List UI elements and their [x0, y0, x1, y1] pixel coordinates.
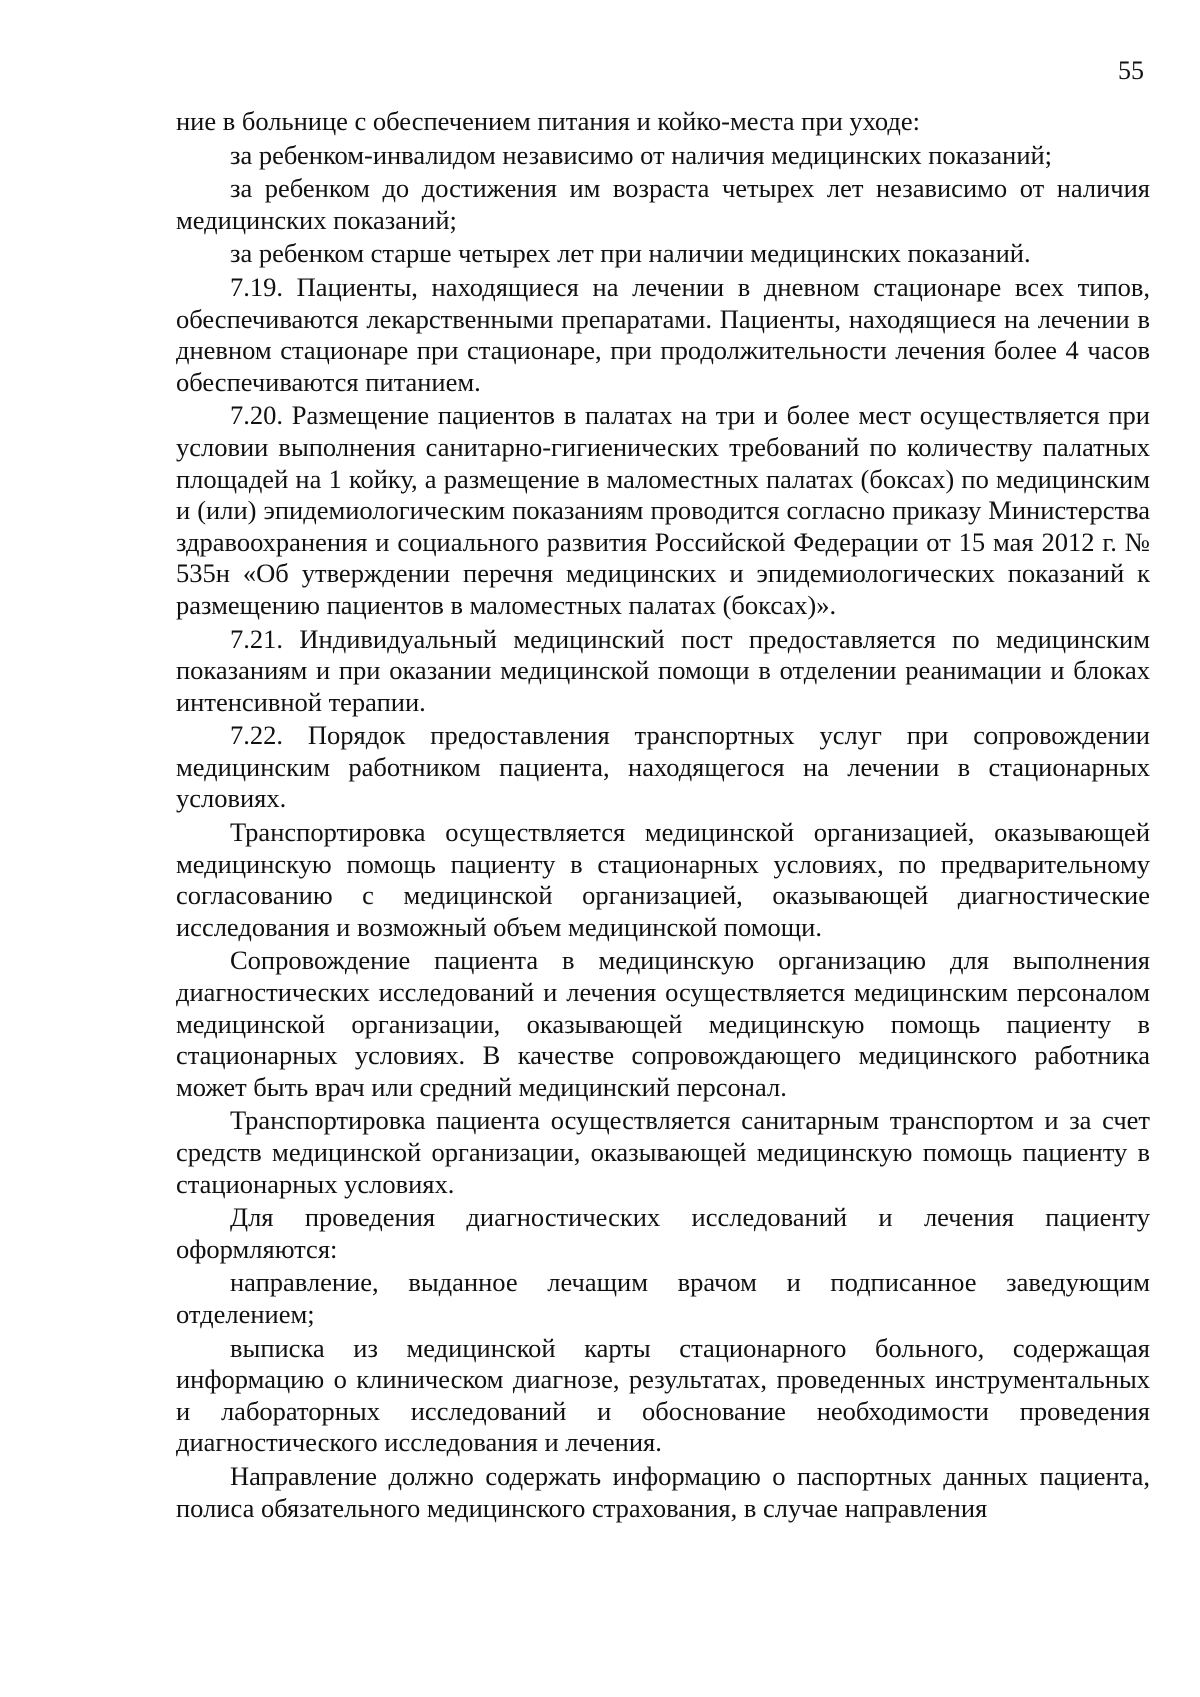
paragraph-7-22: 7.22. Порядок предоставления транспортных услуг при сопровождении медицинским работником пациента, находящегося на лечении в стационарных условиях. [176, 720, 1150, 814]
paragraph: Сопровождение пациента в медицинскую организацию для выполнения диагностических исследований и лечения осуществляется медицинским персоналом медицинской организации, оказывающей медицинскую помощь пациенту в стационарных условиях. В качестве сопровождающего медицинского работника может быть врач или средний медицинский персонал. [176, 945, 1150, 1102]
paragraph-7-19: 7.19. Пациенты, находящиеся на лечении в дневном стационаре всех типов, обеспечиваются лекарственными препаратами. Пациенты, находящиеся на лечении в дневном стационаре при стационаре, при продолжительности лечения более 4 часов обеспечиваются питанием. [176, 271, 1150, 397]
paragraph: выписка из медицинской карты стационарного больного, содержащая информацию о клиническом диагнозе, результатах, проведенных инструментальных и лабораторных исследований и обоснование необходимости проведения диагностического исследования и лечения. [176, 1332, 1150, 1458]
paragraph-7-20: 7.20. Размещение пациентов в палатах на три и более мест осуществляется при условии выполнения санитарно-гигиенических требований по количеству палатных площадей на 1 койку, а размещение в маломестных палатах (боксах) по медицинским и (или) эпидемиологическим показаниям проводится согласно приказу Министерства здравоохранения и социального развития Российской Федерации от 15 мая 2012 г. № 535н «Об утверждении перечня медицинских и эпидемиологических показаний к размещению пациентов в маломестных палатах (боксах)». [176, 400, 1150, 620]
paragraph: Транспортировка пациента осуществляется санитарным транспортом и за счет средств медицинской организации, оказывающей медицинскую помощь пациенту в стационарных условиях. [176, 1105, 1150, 1199]
paragraph: Направление должно содержать информацию о паспортных данных пациента, полиса обязательного медицинского страхования, в случае направления [176, 1460, 1150, 1523]
document-body [176, 106, 1150, 1526]
page-number: 55 [1118, 56, 1144, 85]
paragraph: за ребенком до достижения им возраста четырех лет независимо от наличия медицинских показаний; [176, 173, 1150, 235]
paragraph: Для проведения диагностических исследований и лечения пациенту оформляются: [176, 1202, 1150, 1264]
paragraph: направление, выданное лечащим врачом и подписанное заведующим отделением; [176, 1267, 1150, 1329]
paragraph: Транспортировка осуществляется медицинской организацией, оказывающей медицинскую помощь пациенту в стационарных условиях, по предварительному согласованию с медицинской организацией, оказывающей диагностические исследования и возможный объем медицинской помощи. [176, 817, 1150, 942]
paragraph: за ребенком старше четырех лет при наличии медицинских показаний. [230, 238, 1031, 269]
paragraph-7-21: 7.21. Индивидуальный медицинский пост предоставляется по медицинским показаниям и при оказании медицинской помощи в отделении реанимации и блоках интенсивной терапии. [176, 623, 1150, 717]
paragraph: за ребенком-инвалидом независимо от наличия медицинских показаний; [230, 139, 1053, 170]
paragraph: ние в больнице с обеспечением питания и койко-места при уходе: [176, 106, 921, 136]
